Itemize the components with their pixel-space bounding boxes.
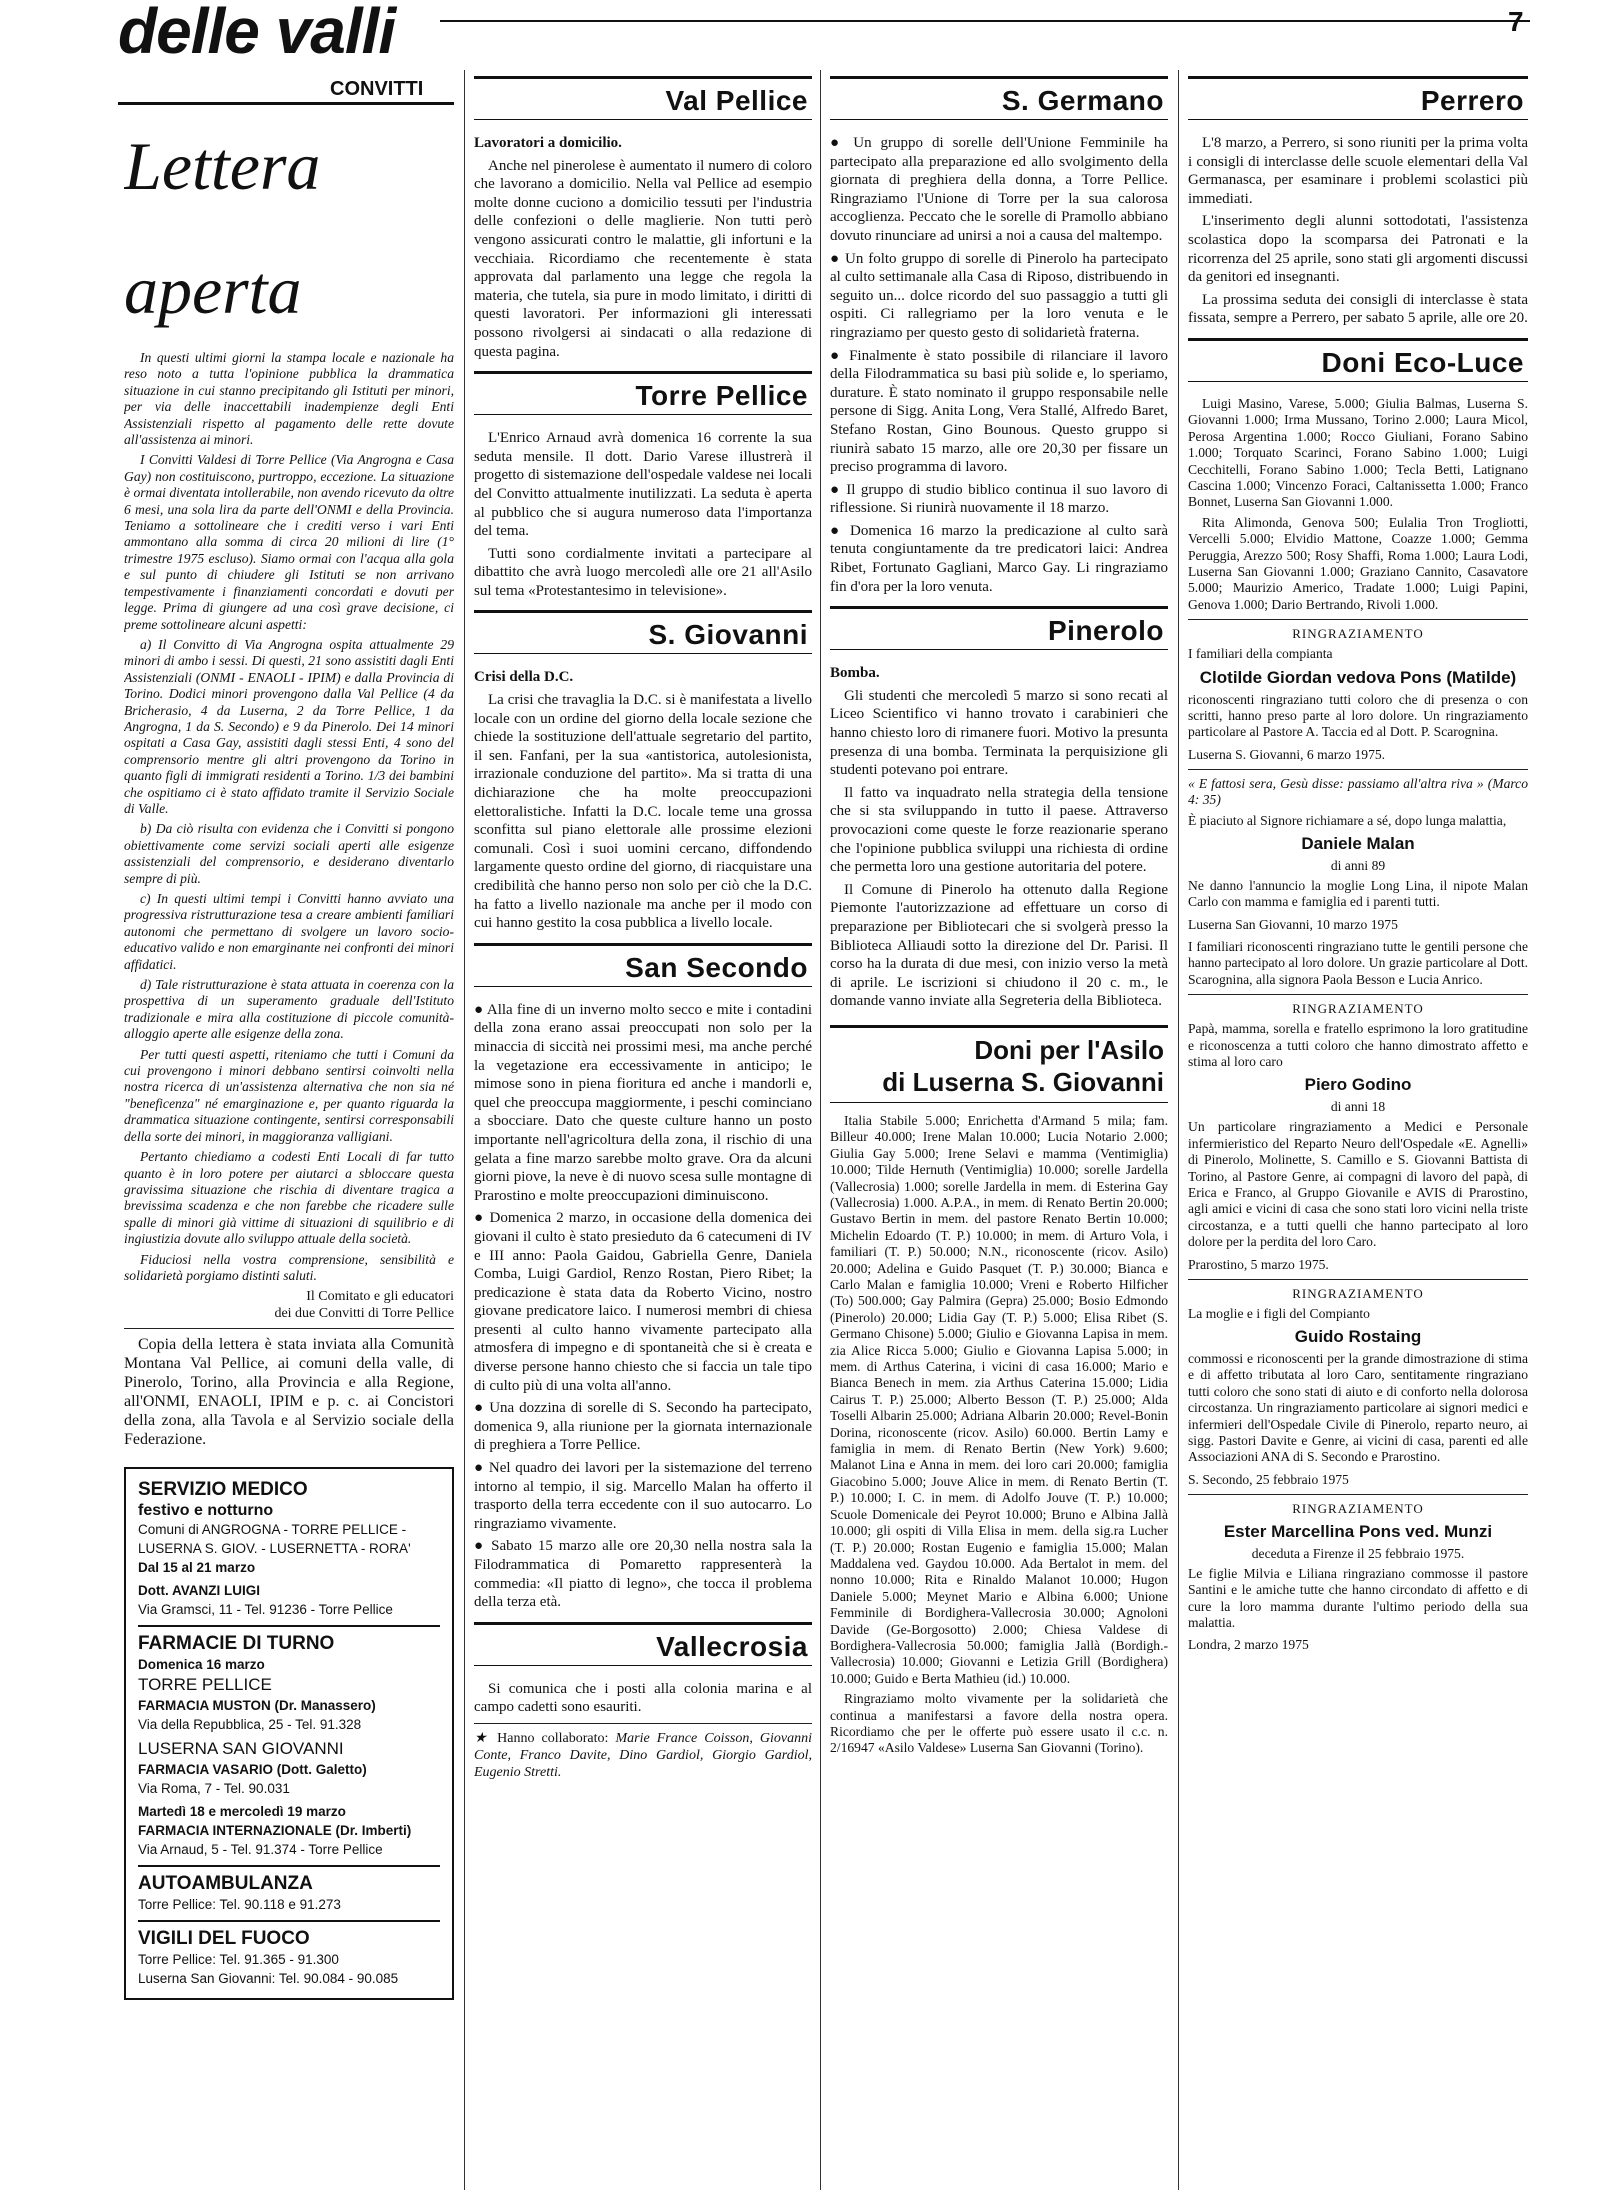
notice-header: RINGRAZIAMENTO bbox=[1292, 1001, 1424, 1017]
collab-names: Marie France Coisson, Giovanni Conte, Franco Davite, Dino Gardiol, Giorgio Gardiol, Eugenio Stretti. bbox=[474, 1730, 812, 1780]
farmacie-date: Domenica 16 marzo bbox=[138, 1657, 265, 1673]
torre-pharmacy: FARMACIA MUSTON (Dr. Manassero) bbox=[138, 1698, 376, 1714]
section-head-s-giovanni: S. Giovanni bbox=[474, 610, 812, 654]
notice-intro: Papà, mamma, sorella e fratello esprimono la loro gratitudine e riconoscenza a tutti coloro che hanno dimostrato affetto e stima al loro caro bbox=[1188, 1021, 1528, 1069]
letter-title bbox=[124, 126, 454, 330]
medico-title: SERVIZIO MEDICO bbox=[138, 1479, 308, 1501]
notice-intro: La moglie e i figli del Compianto bbox=[1188, 1305, 1370, 1321]
column-sgermano bbox=[830, 66, 1168, 2190]
torre-town: TORRE PELLICE bbox=[138, 1675, 272, 1695]
letter-paragraph: I Convitti Valdesi di Torre Pellice (Via Angrogna e Casa Gay) non costituiscono, purtroppo, eccezione. La situazione è ormai diventata intollerabile, non avendo ricevuto da oltre 6 mesi, una sola lira da parte dell'ONMI e della Provincia. Teniamo a sottolineare che i crediti verso i vari Enti ammontano alla somma di circa 20 milioni di lire (1° trimestre 1975 escluso). Siamo ormai con l'acqua alla gola e sul punto di chiudere gli Istituti se non arrivano tempestivamente i finanziamenti concordati e dovuti per legge. Prima di giungere ad una così grave decisione, ci preme sottolineare alcuni aspetti: bbox=[124, 452, 454, 632]
vigili-tel-2: Luserna San Giovanni: Tel. 90.084 - 90.085 bbox=[138, 1971, 399, 1987]
notice-date: Luserna S. Giovanni, 6 marzo 1975. bbox=[1188, 746, 1386, 762]
vallecrosia-text: Si comunica che i posti alla colonia marina e al campo cadetti sono esauriti. bbox=[474, 1680, 812, 1716]
asilo-head-line1: Doni per l'Asilo bbox=[974, 1034, 1164, 1065]
sgermano-item-text: Finalmente è stato possibile di rilanciare il lavoro della Filodrammatica su basi più solide e, lo speriamo, durature. È stato nominato il gruppo responsabile nelle persone di Sigg. Anita Long, Vera Stallé, Alfredo Baret, Stefano Rostan, Gino Bounous. Questo gruppo si riunirà sabato 15 marzo, alle ore 20,30 per fissare un preciso programma di lavoro. bbox=[830, 347, 1168, 476]
pinerolo-paragraph: Il Comune di Pinerolo ha ottenuto dalla Regione Piemonte l'autorizzazione ad effettuare un corso di preparazione per Bibliotecari che si svolgerà presso la Biblioteca Alliaudi sotto la direzione del Dr. Parisi. Il corso ha la durata di due mesi, con inizio verso la metà di aprile. Le iscrizioni si chiudono il 20 c. m., le domande vanno inviate alla Segreteria della Biblioteca. bbox=[830, 881, 1168, 1010]
collab-label: Hanno collaborato: bbox=[497, 1730, 609, 1746]
letter-signature-1: Il Comitato e gli educatori bbox=[306, 1289, 454, 1305]
services-box bbox=[124, 1467, 454, 2000]
asilo-donations bbox=[830, 1113, 1168, 1757]
column-separator bbox=[1178, 70, 1179, 2190]
perrero-paragraph: L'inserimento degli alunni sottodotati, l'assistenza scolastica dopo la scomparsa dei Patronati e la ricorrenza del 25 aprile, sono stati gli argomenti discussi da genitori ed insegnanti. bbox=[1188, 213, 1528, 286]
notice-munzi bbox=[1188, 1494, 1528, 1654]
notice-intro: I familiari della compianta bbox=[1188, 646, 1333, 662]
section-head-san-secondo: San Secondo bbox=[474, 943, 812, 987]
sgermano-item-text: Un folto gruppo di sorelle di Pinerolo ha partecipato al culto settimanale alla Casa di Riposo, distribuendo in seguito un... dolce ricordo del suo passaggio a tutti gli ospiti. Ci rallegriamo per la loro venuta e le ringraziamo per questo gesto di solidarietà fraterna. bbox=[830, 250, 1168, 341]
box-divider bbox=[138, 1920, 440, 1922]
asilo-list: Italia Stabile 5.000; Enrichetta d'Armand 5 mila; fam. Billeur 40.000; Irene Malan 10.000; Lucia Notario 2.000; Giulia Gay 5.000; Irene Selavi e mamma (Ventimiglia) 10.000; Tilde Hernuth (Ventimiglia) 10.000; sorelle Jardella (Vallecrosia) 1.000; sorelle Jardella in mem. di Esterina Gay (Vallecrosia) 1.000. A.P.A., in mem. di Renato Bertin 20.000; Gustavo Bertin in mem. del pastore Renato Bertin 10.000; Michelin Edoardo (T. P.) 10.000; in mem. di Arturo Vola, i familiari (T. P.) 50.000; N.N., riconoscente (ricov. Asilo) 20.000; Adelina e Guido Pasquet (T. P.) 30.000; Bianca e Carlo Malan e famiglia 10.000; Vreni e Roberto Hilficher (To) 500.000; Gay Palmira (Gepra) 25.000; Bosio Edmondo (Pinerolo) 20.000; Lidia Gay (T. P.) 5.000; Elisa Ribet (S. Germano Chisone) 5.000; Giulio e Giovanna Lapisa in mem. zia Alice Ricca 5.000; Giulio e Giovanna Lapisa 5.000; in mem. di Arthus Caterina, i vicini di casa 16.000; Mario e Bianca Benech in mem. zia Arthus Caterina 15.000; Lidia Cairus T. P.) 25.000; Alberto Besson (T. P.) 25.000; Alda Toselli Albarin 25.000; Adriana Albarin 20.000; Revel-Bonin Dorina, riconoscente (ricov. Asilo) 60.000. Bertin Lamy e famiglia in mem. di Renato Bertin (New York) 9.600; Malanot Lina e Anna in mem. dei loro cari 20.000; famiglia Giacobino 5.000; Jouve Alice in mem. di Renato Bertin (T. P.) 10.000; I. C. in mem. di Adolfo Jouve (T. P.) 10.000; Scuole Domenicale dei Peyrot 10.000; Bruno e Albina Jallà 10.000; gli ospiti di Villa Elisa in mem. della sig.ra Lucher (T. P.) 20.000; Rostan Eugenio e famiglia 15.000; Malan Maddalena ved. Gaydou 10.000. Ada Bertalot in mem. del nonno 10.000; Rita e Rinaldo Malanot 10.000; Hugon Daniele 5.000; Meynet Mario e Albina 6.000; Unione Femminile di Bordighera-Vallecrosia 30.000; Agnoloni Davide (Ge-Borgosotto) 2.000; Chiesa Valdese di Bordighera-Vallecrosia 50.000; famiglia Jallà (Bordigh.-Vallecrosia) 10.000; Giovanni e Letizia Grill (Bordighera) 10.000; Guido e Berta Mathieu (id.) 10.000. bbox=[830, 1112, 1168, 1686]
masthead bbox=[0, 0, 1609, 100]
sgermano-item-text: Domenica 16 marzo la predicazione al culto sarà tenuta congiuntamente da tre predicatori laici: Andrea Ribet, Fortunato Gagliani, Marco Gay. Li ringraziamo fin d'ora per la loro venuta. bbox=[830, 522, 1168, 595]
letter-paragraph: Fiduciosi nella vostra comprensione, sensibilità e solidarietà porgiamo distinti saluti. bbox=[124, 1251, 454, 1283]
notice-date: Londra, 2 marzo 1975 bbox=[1188, 1637, 1309, 1653]
section-head-torre-pellice: Torre Pellice bbox=[474, 371, 812, 415]
notice-date: S. Secondo, 25 febbraio 1975 bbox=[1188, 1471, 1349, 1487]
lavoratori-text: Anche nel pinerolese è aumentato il numero di coloro che lavorano a domicilio. Nella val Pellice ad esempio molte donne cuciono a domicilio tessuti per l'industria delle confezioni o delle maglierie. Non tutti però vengono assicurati contro le malattie, gli infortuni e la vecchiaia. Ricordiamo che recentemente è stata approvata dal parlamento una legge che regola la materia, che tutela, sia pure in modo limitato, i diritti di questi lavoratori. Per informazioni gli interessati possono rivolgersi ai sindacati o alla redazione di questa pagina. bbox=[474, 157, 812, 360]
notice-quote: « E fattosi sera, Gesù disse: passiamo all'altra riva » (Marco 4: 35) bbox=[1188, 775, 1528, 808]
divider bbox=[474, 1723, 812, 1724]
section-head-s-germano: S. Germano bbox=[830, 76, 1168, 120]
notice-rostaing bbox=[1188, 1279, 1528, 1488]
notice-name: Ester Marcellina Pons ved. Munzi bbox=[1223, 1521, 1493, 1541]
crisi-text: La crisi che travaglia la D.C. si è manifestata a livello locale con un ordine del giorno della locale sezione che chiede la sostituzione dell'attuale segretario del partito, il sen. Fanfani, per la sua «antistorica, autolesionista, irrazionale conduzione del partito». Ma si tratta di una dichiarazione che ha molte preoccupazioni elettoralistiche. Infatti la D.C. locale teme una grossa sconfitta sul piano elettorale alle prossime elezioni comunali. Così i suoi uomini cercano, diffondendo largamente questo ordine del giorno, di riacquistare una credibilità che hanno perso non solo per ciò che la D.C. ha fatto a livello nazionale ma anche per il modo con cui hanno gestito la cosa pubblica a livello locale. bbox=[474, 692, 812, 932]
column-perrero bbox=[1188, 66, 1528, 2190]
farmacie-title: FARMACIE DI TURNO bbox=[138, 1633, 335, 1655]
letter-paragraph: Per tutti questi aspetti, riteniamo che tutti i Comuni da cui provengono i minori debbano sentirsi coinvolti nella nostra ricerca di un'assistenza alternativa che non sia né "beneficenza" né emarginazione e, per quanto riguarda la drammatica situazione contingente, sentirsi corresponsabili della sorte dei minori, in maggioranza valligiani. bbox=[124, 1046, 454, 1144]
section-head-doni-eco-luce: Doni Eco-Luce bbox=[1188, 338, 1528, 382]
sgermano-item: ● Domenica 16 marzo la predicazione al culto sarà tenuta congiuntamente da tre predicatori laici: Andrea Ribet, Fortunato Gagliani, Marco Gay. Li ringraziamo fin d'ora per la loro venuta. bbox=[830, 522, 1168, 595]
column-letter bbox=[124, 108, 454, 2190]
asilo-head bbox=[830, 1025, 1168, 1103]
ssecondo-item: ● Una dozzina di sorelle di S. Secondo ha partecipato, domenica 9, alla riunione per la giornata internazionale di preghiera a Torre Pellice. bbox=[474, 1400, 812, 1454]
notice-text: commossi e riconoscenti per la grande dimostrazione di stima e di affetto tributata al loro Caro, sentitamente ringraziano tutti coloro che sono stati di aiuto e di conforto nella dolorosa circostanza. Un ringraziamento particolare ai signori medici e infermieri dell'Ospedale Civile di Pinerolo, reparto neuro, ai sigg. Pastori Davite e Genre, ai vicini di casa, parenti ed alle Associazioni ANA di S. Secondo e Prarostino. bbox=[1188, 1350, 1528, 1465]
notice-age: deceduta a Firenze il 25 febbraio 1975. bbox=[1251, 1545, 1465, 1561]
notice-text: Le figlie Milvia e Liliana ringraziano commosse il pastore Santini e le amiche tutte che hanno circondato di affetto e di cure la loro mamma durante l'ultimo periodo della sua malattia. bbox=[1188, 1565, 1528, 1631]
divider bbox=[124, 1328, 454, 1329]
notice-malan bbox=[1188, 769, 1528, 988]
medico-date: Dal 15 al 21 marzo bbox=[138, 1560, 256, 1576]
ssecondo-item-text: Sabato 15 marzo alle ore 20,30 nella nostra sala la Filodrammatica di Pomaretto rappresenterà la commedia: «Il piatto di legno», che tocca il problema della terza età. bbox=[474, 1538, 812, 1611]
section-head-vallecrosia: Vallecrosia bbox=[474, 1622, 812, 1666]
midweek-date: Martedì 18 e mercoledì 19 marzo bbox=[138, 1804, 346, 1820]
sgermano-item: ● Un folto gruppo di sorelle di Pinerolo ha partecipato al culto settimanale alla Casa di Riposo, distribuendo in seguito un... dolce ricordo del suo passaggio a tutti gli ospiti. Ci rallegriamo per la loro venuta e le ringraziamo per questo gesto di solidarietà fraterna. bbox=[830, 250, 1168, 341]
notice-pre: È piaciuto al Signore richiamare a sé, dopo lunga malattia, bbox=[1188, 812, 1507, 828]
letter-body bbox=[124, 350, 454, 1284]
notice-date: Prarostino, 5 marzo 1975. bbox=[1188, 1256, 1329, 1272]
notice-name: Guido Rostaing bbox=[1294, 1326, 1422, 1346]
letter-paragraph: In questi ultimi giorni la stampa locale e nazionale ha reso noto a tutta l'opinione pubblica la drammatica situazione in cui stanno precipitando gli Istituti per minori, per via delle inaccettabili inadempienze degli Enti Assistenziali rispetto al pagamento delle rette dovute all'assistenza ai minori. bbox=[124, 350, 454, 448]
asilo-head-line2: di Luserna S. Giovanni bbox=[882, 1066, 1164, 1097]
medico-doctor: Dott. AVANZI LUIGI bbox=[138, 1583, 260, 1599]
notice-text: Ne danno l'annuncio la moglie Long Lina, il nipote Malan Carlo con mamma e famiglia ed i parenti tutti. bbox=[1188, 878, 1528, 910]
sgermano-item: ● Finalmente è stato possibile di rilanciare il lavoro della Filodrammatica su basi più solide e, lo speriamo, durature. È stato nominato il gruppo responsabile nelle persone di Sigg. Anita Long, Vera Stallé, Alfredo Baret, Stefano Rostan, Gino Bounous. Questo gruppo si riunirà sabato 15 marzo, alle ore 20,30 per fissare un preciso programma di lavoro. bbox=[830, 347, 1168, 476]
notice-date: Luserna San Giovanni, 10 marzo 1975 bbox=[1188, 916, 1398, 932]
pinerolo-paragraph: Gli studenti che mercoledì 5 marzo si sono recati al Liceo Scientifico vi hanno trovato i carabinieri che hanno chiesto loro di rimanere fuori. Motivo la presunta presenza di una bomba. Terminata la perquisizione gli studenti potevano poi entrare. bbox=[830, 687, 1168, 779]
medico-sub: festivo e notturno bbox=[138, 1502, 274, 1520]
ssecondo-item: ● Alla fine di un inverno molto secco e mite i contadini della zona erano assai preoccupati non solo per la minaccia di siccità nei prossimi mesi, ma anche perché la vegetazione era eccessivamente in anticipo; le mimose sono in piena fioritura ed anche i mandorli e, quel che preoccupa maggiormente, i peschi cominciano a sbocciare. Dato che queste culture hanno un posto importante nell'agricoltura della zona, il rischio di una gelata a fine marzo sarebbe molto grave. Ora da alcuni giorni piove, la neve è di nuovo scesa sulle montagne di Prarostino e molte preoccupazioni diminuiscono. bbox=[474, 1001, 812, 1204]
luserna-pharmacy: FARMACIA VASARIO (Dott. Galetto) bbox=[138, 1762, 367, 1778]
column-valpellice bbox=[474, 66, 812, 2190]
crisi-title: Crisi della D.C. bbox=[474, 669, 574, 686]
column-separator bbox=[820, 70, 821, 2190]
ssecondo-item-text: Domenica 2 marzo, in occasione della domenica dei giovani il culto è stato presieduto da 6 catecumeni di IV e III anno: Paola Gaidou, Gabriella Genre, Daniela Comba, Luigi Gardiol, Renzo Rostan, Piero Ribet; la predicazione è stata data da Roberto Vicino, nostro giovane predicatore laico. I numerosi membri di chiesa presenti al culto hanno vivamente partecipato alla atmosfera di impegno e di spontaneità che si è creata e diverse persone hanno chiesto che si faccia un tale tipo di culto più di una volta all'anno. bbox=[474, 1210, 812, 1394]
notice-header: RINGRAZIAMENTO bbox=[1292, 1500, 1424, 1516]
asilo-thanks: Ringraziamo molto vivamente per la solidarietà che continua a manifestarsi a favore della nostra opera. Ricordiamo che per le offerte può essere usato il c.c. n. 2/16947 «Asilo Valdese» Luserna San Giovanni (Torino). bbox=[830, 1691, 1168, 1756]
section-head-perrero: Perrero bbox=[1188, 76, 1528, 120]
letter-paragraph: c) In questi ultimi tempi i Convitti hanno avviato una progressiva ristrutturazione tesa a creare ambienti familiari autonomi che permettano di svolgere un lavoro socio-educativo valido e non emarginante nei confronti dei minori affidatici. bbox=[124, 891, 454, 972]
notice-giordan bbox=[1188, 619, 1528, 763]
vigili-tel-1: Torre Pellice: Tel. 91.365 - 91.300 bbox=[138, 1952, 339, 1968]
notice-extra: I familiari riconoscenti ringraziano tutte le gentili persone che hanno partecipato al loro dolore. Un grazie particolare al Dott. Scarognina, alla signora Paola Besson e Lucia Anrico. bbox=[1188, 938, 1528, 987]
ambulanza-title: AUTOAMBULANZA bbox=[138, 1873, 313, 1895]
letter-paragraph: d) Tale ristrutturazione è stata attuata in coerenza con la prospettiva di un superamento graduale dell'Istituto tradizionale e mira alla costituzione di piccole comunità-alloggio aperte alle esigenze della zona. bbox=[124, 977, 454, 1042]
masthead-sub: CONVITTI bbox=[330, 78, 424, 100]
box-divider bbox=[138, 1865, 440, 1867]
vigili-title: VIGILI DEL FUOCO bbox=[138, 1928, 310, 1950]
section-head-pinerolo: Pinerolo bbox=[830, 606, 1168, 650]
pinerolo-paragraph: Il fatto va inquadrato nella strategia della tensione che si sta sviluppando in tutto il paese. Attraverso provocazioni come queste le forze reazionarie sperano che l'opinione pubblica sviluppi una richiesta di ordine che permetta loro una gestione autoritaria del potere. bbox=[830, 784, 1168, 876]
eco-donations bbox=[1188, 396, 1528, 613]
letter-title-line2: aperta bbox=[124, 252, 302, 328]
notice-name: Daniele Malan bbox=[1301, 834, 1415, 854]
notice-header: RINGRAZIAMENTO bbox=[1292, 1285, 1424, 1301]
eco-list: Luigi Masino, Varese, 5.000; Giulia Balmas, Luserna S. Giovanni 1.000; Irma Mussano, Torino 2.000; Laura Micol, Perosa Argentina 1.000; Rocco Giuliani, Forano Sabino 1.000; Torquato Scarinci, Forano Sabino 1.000; Luigi Cecchitelli, Forano Sabino 1.000; Tecla Betti, Latignano Cascina 1.000; Vincenzo Foraci, Caltanissetta 1.000; Franco Bonnet, Luserna San Giovanni 1.000. bbox=[1188, 395, 1528, 510]
luserna-town: LUSERNA SAN GIOVANNI bbox=[138, 1739, 344, 1759]
torre-address: Via della Repubblica, 25 - Tel. 91.328 bbox=[138, 1717, 362, 1733]
letter-paragraph: Pertanto chiediamo a codesti Enti Locali di far tutto quanto è in loro potere per aiutarci a sbloccare questa gravissima situazione che rischia di diventare tragica a brevissima scadenza e che non farebbe che ricadere sulle spalle di minori già vittime di situazioni di squilibrio e di ingiustizia dovute allo sviluppo attuale della società. bbox=[124, 1149, 454, 1247]
section-head-val-pellice: Val Pellice bbox=[474, 76, 812, 120]
masthead-rule bbox=[440, 20, 1530, 22]
sgermano-item: ● Un gruppo di sorelle dell'Unione Femminile ha partecipato alla preparazione ed allo svolgimento della giornata di preghiera della donna, a Torre Pellice. Ringraziamo l'Unione di Torre per la sua calorosa accoglienza. Peccato che le sorelle di Pramollo abbiano dovuto rinunciare ad unirsi a noi a causa del maltempo. bbox=[830, 135, 1168, 244]
ssecondo-item-text: Alla fine di un inverno molto secco e mite i contadini della zona erano assai preoccupati non solo per la minaccia di siccità nei prossimi mesi, ma anche perché la vegetazione era eccessivamente in anticipo; le mimose sono in piena fioritura ed anche i mandorli e, quel che preoccupa maggiormente, i peschi cominciano a sbocciare. Dato che queste culture hanno un posto importante nell'agricoltura della zona, il rischio di una gelata a fine marzo sarebbe molto grave. Ora da alcuni giorni piove, la neve è di nuovo scesa sulle montagne di Prarostino e molte preoccupazioni diminuiscono. bbox=[474, 1001, 812, 1204]
letter-title-line1: Lettera bbox=[124, 128, 321, 204]
notice-age: di anni 89 bbox=[1330, 858, 1386, 874]
notice-name: Clotilde Giordan vedova Pons (Matilde) bbox=[1199, 667, 1517, 687]
luserna-address: Via Roma, 7 - Tel. 90.031 bbox=[138, 1781, 290, 1797]
masthead-underline bbox=[118, 102, 454, 105]
medico-address: Via Gramsci, 11 - Tel. 91236 - Torre Pellice bbox=[138, 1602, 393, 1618]
ssecondo-item-text: Nel quadro dei lavori per la sistemazione del terreno intorno al tempio, il sig. Marcello Malan ha offerto il trasporto della terra eccedente con il suo autocarro. Lo ringraziamo vivamente. bbox=[474, 1460, 812, 1532]
notice-name: Piero Godino bbox=[1304, 1075, 1412, 1095]
torre-paragraph: Tutti sono cordialmente invitati a partecipare al dibattito che avrà luogo mercoledì alle ore 21 all'Asilo sul tema «Protestantesimo in televisione». bbox=[474, 545, 812, 599]
medico-comuni: Comuni di ANGROGNA - TORRE PELLICE - LUSERNA S. GIOV. - LUSERNETTA - RORA' bbox=[138, 1522, 411, 1557]
notice-header: RINGRAZIAMENTO bbox=[1292, 626, 1424, 642]
letter-signature-2: dei due Convitti di Torre Pellice bbox=[274, 1306, 454, 1322]
eco-list: Rita Alimonda, Genova 500; Eulalia Tron Trogliotti, Vercelli 5.000; Elvidio Mattone, Coazze 1.000; Gemma Peruggia, Arezzo 500; Rosy Shaffi, Roma 1.000; Laura Lodi, Luserna San Giovanni 1.000; Graziano Cannito, Casavatore 5.000; Maurizio Americo, Tradate 1.000; Luigi Papini, Genova 1.000; Dario Bertrando, Rivoli 1.000. bbox=[1188, 514, 1528, 612]
collaborators: ★ Hanno collaborato: Marie France Coisson, Giovanni Conte, Franco Davite, Dino Gardiol, Giorgio Gardiol, Eugenio Stretti. bbox=[474, 1730, 812, 1780]
masthead-title: delle valli bbox=[118, 0, 396, 67]
sgermano-item: ● Il gruppo di studio biblico continua il suo lavoro di riflessione. Si riunirà nuovamente il 18 marzo. bbox=[830, 481, 1168, 517]
page-number: 7 bbox=[1508, 6, 1524, 37]
ambulanza-tel: Torre Pellice: Tel. 90.118 e 91.273 bbox=[138, 1897, 341, 1913]
lavoratori-title: Lavoratori a domicilio. bbox=[474, 135, 622, 151]
notice-text: riconoscenti ringraziano tutti coloro che di presenza o con scritti, hanno preso parte al loro dolore. Un ringraziamento particolare al Pastore A. Taccia ed al Dott. P. Scarognina. bbox=[1188, 691, 1528, 740]
column-separator bbox=[464, 70, 465, 2190]
ssecondo-item: ● Sabato 15 marzo alle ore 20,30 nella nostra sala la Filodrammatica di Pomaretto rappresenterà la commedia: «Il piatto di legno», che tocca il problema della terza età. bbox=[474, 1538, 812, 1611]
midweek-pharmacy: FARMACIA INTERNAZIONALE (Dr. Imberti) bbox=[138, 1823, 412, 1839]
copy-note: Copia della lettera è stata inviata alla Comunità Montana Val Pellice, ai comuni della valle, di Pinerolo, Torino, alla Provincia e alla Regione, all'ONMI, ENAOLI, IPIM e p. c. ai Concistori della zona, alla Tavola e al Servizio sociale della Federazione. bbox=[124, 1336, 454, 1449]
notice-text: Un particolare ringraziamento a Medici e Personale infermieristico del Reparto Neuro dell'Ospedale «E. Agnelli» di Pinerolo, Molinette, S. Camillo e S. Giovanni Battista di Torino, al Pastore Genre, ai compagni di lavoro del papà, di Erica e Franco, al Gruppo Giovanile e AVIS di Prarostino, agli amici e vicini di casa che sono stati loro vicini nella triste circostanza, e a tutti quelli che hanno partecipato al loro dolore per la perdita del loro Caro. bbox=[1188, 1119, 1528, 1250]
ssecondo-item-text: Una dozzina di sorelle di S. Secondo ha partecipato, domenica 9, alla riunione per la giornata internazionale di preghiera a Torre Pellice. bbox=[474, 1400, 812, 1454]
perrero-paragraph: L'8 marzo, a Perrero, si sono riuniti per la prima volta i consigli di interclasse delle scuole elementari della Val Germanasca, per esaminare i problemi scolastici più immediati. bbox=[1188, 135, 1528, 207]
sgermano-item-text: Il gruppo di studio biblico continua il suo lavoro di riflessione. Si riunirà nuovamente il 18 marzo. bbox=[830, 481, 1168, 517]
ssecondo-item: ● Domenica 2 marzo, in occasione della domenica dei giovani il culto è stato presieduto da 6 catecumeni di IV e III anno: Paola Gaidou, Gabriella Genre, Daniela Comba, Luigi Gardiol, Renzo Rostan, Piero Ribet; la predicazione è stata data da Roberto Vicino, nostro giovane predicatore laico. I numerosi membri di chiesa presenti al culto hanno vivamente partecipato alla atmosfera di impegno e di spontaneità che si è creata e diverse persone hanno chiesto che si faccia un tale tipo di culto più di una volta all'anno. bbox=[474, 1210, 812, 1394]
letter-paragraph: b) Da ciò risulta con evidenza che i Convitti si pongono obiettivamente come servizi sociali aperti alle esigenze assistenziali del comprensorio, e desiderano diventarlo sempre di più. bbox=[124, 821, 454, 886]
box-divider bbox=[138, 1625, 440, 1627]
torre-paragraph: L'Enrico Arnaud avrà domenica 16 corrente la sua seduta mensile. Il dott. Dario Varese illustrerà il progetto di sistemazione dell'ospedale valdese nei locali del Convitto attualmente inutilizzati. La seduta è aperta al pubblico che si augura numeroso data l'importanza del tema. bbox=[474, 430, 812, 540]
perrero-paragraph: La prossima seduta dei consigli di interclasse è stata fissata, sempre a Perrero, per sabato 5 aprile, alle ore 20. bbox=[1188, 291, 1528, 327]
midweek-address: Via Arnaud, 5 - Tel. 91.374 - Torre Pellice bbox=[138, 1842, 383, 1858]
notice-godino bbox=[1188, 994, 1528, 1272]
sgermano-item-text: Un gruppo di sorelle dell'Unione Femminile ha partecipato alla preparazione ed allo svolgimento della giornata di preghiera della donna, a Torre Pellice. Ringraziamo l'Unione di Torre per la sua calorosa accoglienza. Peccato che le sorelle di Pramollo abbiano dovuto rinunciare ad unirsi a noi a causa del maltempo. bbox=[830, 135, 1168, 244]
ssecondo-item: ● Nel quadro dei lavori per la sistemazione del terreno intorno al tempio, il sig. Marcello Malan ha offerto il trasporto della terra eccedente con il suo autocarro. Lo ringraziamo vivamente. bbox=[474, 1460, 812, 1532]
notice-age: di anni 18 bbox=[1330, 1099, 1386, 1115]
letter-paragraph: a) Il Convitto di Via Angrogna ospita attualmente 29 minori di ambo i sessi. Di questi, 21 sono assistiti dagli Enti Assistenziali (ONMI - ENAOLI - IPIM) e dalla Provincia di Torino. Dodici minori provengono dalla Val Pellice (4 da Bricherasio, 4 da Luserna, 2 da Torre Pellice, 1 da Angrogna, 1 da S. Secondo) e 9 da Pinerolo. Dei 14 minori ospitati a Casa Gay, assistiti dagli stessi Enti, 4 sono del comprensorio mentre gli altri provengono da Torino in quanto figli di immigrati residenti a Torino. 1/3 dei bambini che ospitiamo ci è stato affidato tramite il Servizio Sociale di Valle. bbox=[124, 636, 454, 816]
bomba-title: Bomba. bbox=[830, 665, 880, 682]
